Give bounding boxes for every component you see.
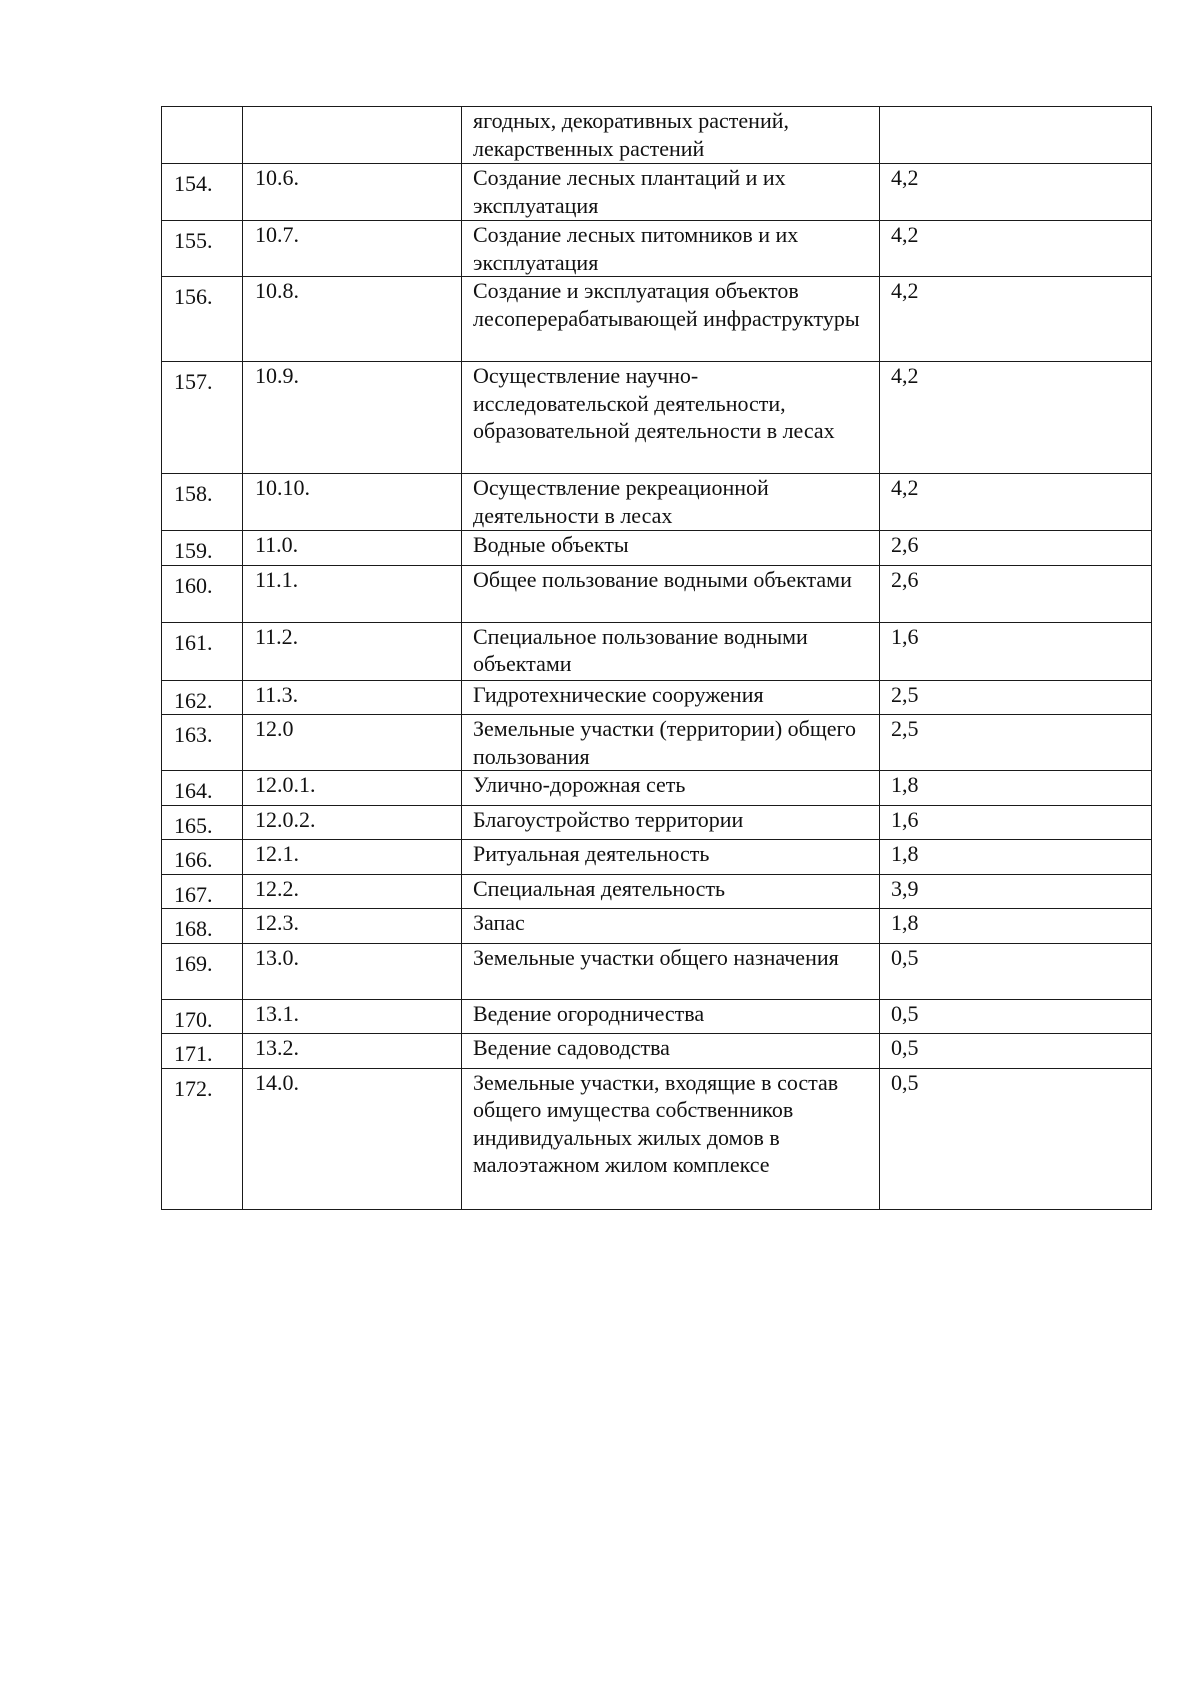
row-name: Благоустройство территории (462, 805, 880, 840)
row-code: 10.10. (243, 474, 462, 531)
table-row (162, 474, 1152, 531)
row-value: 1,8 (880, 840, 1152, 875)
table-body (162, 107, 1152, 1210)
row-code: 13.1. (243, 999, 462, 1034)
row-code: 10.8. (243, 277, 462, 362)
table-row (162, 840, 1152, 875)
row-code: 11.1. (243, 565, 462, 622)
row-number: 157. (162, 362, 243, 474)
table-row (162, 805, 1152, 840)
row-value: 2,6 (880, 531, 1152, 566)
row-number: 163. (162, 715, 243, 771)
row-name: Земельные участки, входящие в состав общего имущества собственников индивидуальных жилых домов в малоэтажном жилом комплексе (462, 1068, 880, 1209)
row-value: 0,5 (880, 943, 1152, 999)
row-number: 165. (162, 805, 243, 840)
row-code: 12.2. (243, 874, 462, 909)
row-name: Улично-дорожная сеть (462, 771, 880, 806)
row-code: 10.7. (243, 221, 462, 277)
row-value: 1,6 (880, 805, 1152, 840)
row-code: 10.6. (243, 164, 462, 221)
row-name: Создание лесных плантаций и их эксплуатация (462, 164, 880, 221)
row-name: Ведение огородничества (462, 999, 880, 1034)
row-name: Общее пользование водными объектами (462, 565, 880, 622)
row-number (162, 107, 243, 164)
row-number: 172. (162, 1068, 243, 1209)
row-name: Осуществление рекреационной деятельности в лесах (462, 474, 880, 531)
row-number: 158. (162, 474, 243, 531)
row-name: Земельные участки общего назначения (462, 943, 880, 999)
row-number: 154. (162, 164, 243, 221)
row-code: 12.0.2. (243, 805, 462, 840)
row-value: 0,5 (880, 1068, 1152, 1209)
table-row (162, 565, 1152, 622)
row-value: 3,9 (880, 874, 1152, 909)
row-name: Специальное пользование водными объектами (462, 622, 880, 680)
table-row (162, 909, 1152, 944)
row-code: 10.9. (243, 362, 462, 474)
row-name: Специальная деятельность (462, 874, 880, 909)
row-value: 0,5 (880, 999, 1152, 1034)
row-code: 13.2. (243, 1034, 462, 1069)
table-row (162, 680, 1152, 715)
row-number: 161. (162, 622, 243, 680)
row-value: 2,6 (880, 565, 1152, 622)
row-value: 2,5 (880, 680, 1152, 715)
table-row (162, 531, 1152, 566)
table-row (162, 277, 1152, 362)
row-value: 4,2 (880, 362, 1152, 474)
row-name: ягодных, декоративных растений, лекарственных растений (462, 107, 880, 164)
table-row (162, 362, 1152, 474)
row-number: 164. (162, 771, 243, 806)
row-value: 4,2 (880, 474, 1152, 531)
table-row (162, 107, 1152, 164)
row-value: 1,8 (880, 771, 1152, 806)
row-code: 13.0. (243, 943, 462, 999)
table-row (162, 943, 1152, 999)
row-number: 166. (162, 840, 243, 875)
row-name: Создание лесных питомников и их эксплуатация (462, 221, 880, 277)
row-code: 12.0.1. (243, 771, 462, 806)
row-value: 4,2 (880, 221, 1152, 277)
row-number: 168. (162, 909, 243, 944)
row-number: 160. (162, 565, 243, 622)
row-name: Гидротехнические сооружения (462, 680, 880, 715)
table-row (162, 221, 1152, 277)
row-value: 4,2 (880, 277, 1152, 362)
row-number: 169. (162, 943, 243, 999)
row-code: 11.0. (243, 531, 462, 566)
row-value (880, 107, 1152, 164)
row-name: Земельные участки (территории) общего пользования (462, 715, 880, 771)
row-code: 11.2. (243, 622, 462, 680)
row-value: 2,5 (880, 715, 1152, 771)
table-row (162, 622, 1152, 680)
table-row (162, 771, 1152, 806)
row-value: 1,6 (880, 622, 1152, 680)
row-name: Ведение садоводства (462, 1034, 880, 1069)
row-name: Осуществление научно-исследовательской деятельности, образовательной деятельности в лесах (462, 362, 880, 474)
row-number: 155. (162, 221, 243, 277)
row-name: Запас (462, 909, 880, 944)
data-table (161, 106, 1152, 1210)
row-value: 4,2 (880, 164, 1152, 221)
table-row (162, 874, 1152, 909)
row-value: 1,8 (880, 909, 1152, 944)
row-code: 14.0. (243, 1068, 462, 1209)
row-code: 12.1. (243, 840, 462, 875)
table-row (162, 715, 1152, 771)
row-number: 159. (162, 531, 243, 566)
row-name: Ритуальная деятельность (462, 840, 880, 875)
row-value: 0,5 (880, 1034, 1152, 1069)
row-code: 11.3. (243, 680, 462, 715)
table-row (162, 1034, 1152, 1069)
row-code: 12.3. (243, 909, 462, 944)
row-number: 156. (162, 277, 243, 362)
row-number: 171. (162, 1034, 243, 1069)
row-name: Водные объекты (462, 531, 880, 566)
table-row (162, 1068, 1152, 1209)
row-code (243, 107, 462, 164)
row-code: 12.0 (243, 715, 462, 771)
row-number: 162. (162, 680, 243, 715)
table-row (162, 999, 1152, 1034)
table-row (162, 164, 1152, 221)
row-number: 167. (162, 874, 243, 909)
row-number: 170. (162, 999, 243, 1034)
row-name: Создание и эксплуатация объектов лесоперерабатывающей инфраструктуры (462, 277, 880, 362)
